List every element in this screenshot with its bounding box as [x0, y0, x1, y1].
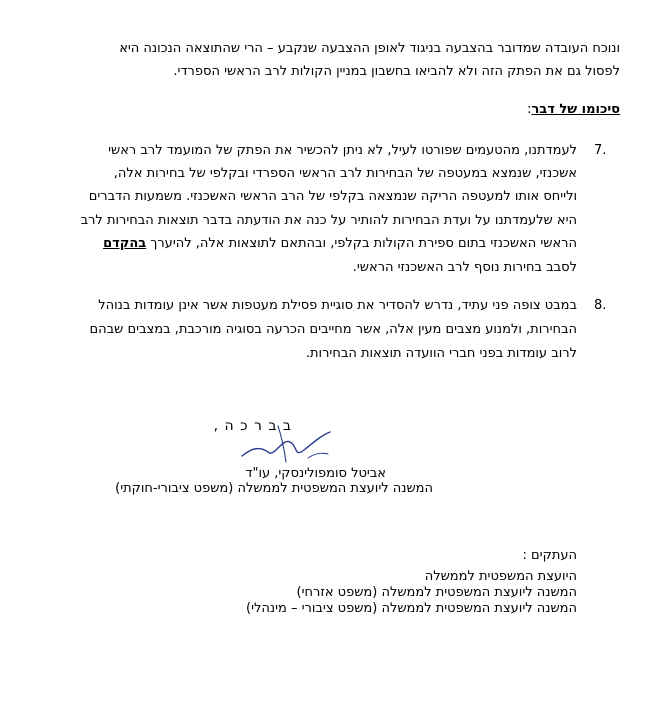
paragraph-7-line-6: לסבב בחירות נוסף לרב האשכנזי הראשי. [352, 260, 577, 275]
copies-recipient-1: היועצת המשפטית לממשלה [424, 569, 577, 584]
summary-heading [527, 102, 620, 118]
paragraph-7-line-1: לעמדתנו, מהטעמים שפורטו לעיל, לא ניתן להכשיר את הפתק של המועמד לרב ראשי [108, 143, 577, 158]
intro-line-1: ונוכח העובדה שמדובר בהצבעה בניגוד לאופן ההצבעה שנקבע – הרי שהתוצאה הנכונה היא [119, 41, 620, 56]
paragraph-7-line-4: היא שלעמדתנו על ועדת הבחירות להותיר על כנה את הודעתה בדבר תוצאות הבחירות לרב [80, 213, 577, 228]
paragraph-7-line-3: ולייחס אותו למעטפה הריקה שנמצאה בקלפי של הרב הראשי האשכנזי. משמעות הדברים [88, 189, 577, 204]
paragraph-7-line-5-text: הראשי האשכנזי בתום ספירת הקולות בקלפי, ובהתאם לתוצאות אלה, להיערך [150, 236, 577, 251]
emphasis-word: בהקדם [103, 236, 147, 251]
signature-greeting: ב ב ר כ ה , [213, 418, 292, 434]
signer-name: אביטל סומפולינסקי, עו"ד [245, 466, 386, 481]
summary-heading-colon: : [527, 102, 532, 117]
paragraph-8-line-1: במבט צופה פני עתיד, נדרש להסדיר את סוגיית פסילת מעטפות אשר אינן עומדות בנוהל [98, 298, 577, 313]
paragraph-8-line-3: לרוב עומדות בפני חברי הוועדה תוצאות הבחירות. [305, 346, 577, 361]
handwritten-signature [238, 418, 334, 468]
paragraph-7-line-2: אשכנזי, שנמצא במעטפה של הבחירות לרב הראשי הספרדי ובקלפי של בחירות אלה, [113, 166, 577, 181]
intro-line-2: לפסול גם את הפתק הזה ולא להביאו בחשבון במניין הקולות לרב הראשי הספרדי. [173, 64, 620, 79]
copies-recipient-2: המשנה ליועצת המשפטית לממשלה (משפט אזרחי) [296, 585, 577, 600]
copies-label: העתקים : [522, 548, 577, 563]
summary-heading-text: סיכומו של דבר [531, 102, 620, 117]
paragraph-8-line-2: הבחירות, ולמנוע מצבים מעין אלה, אשר מחייבים הכרעה בסוגיה מורכבת, במצבים שבהם [89, 322, 577, 337]
copies-recipient-3: המשנה ליועצת המשפטית לממשלה (משפט ציבורי – מינהלי) [246, 601, 577, 616]
signer-title: המשנה ליועצת המשפטית לממשלה (משפט ציבורי-חוקתי) [115, 481, 433, 496]
paragraph-8-number: 8. [594, 298, 607, 313]
paragraph-7-line-5 [103, 236, 577, 252]
paragraph-7-number: 7. [594, 143, 607, 158]
